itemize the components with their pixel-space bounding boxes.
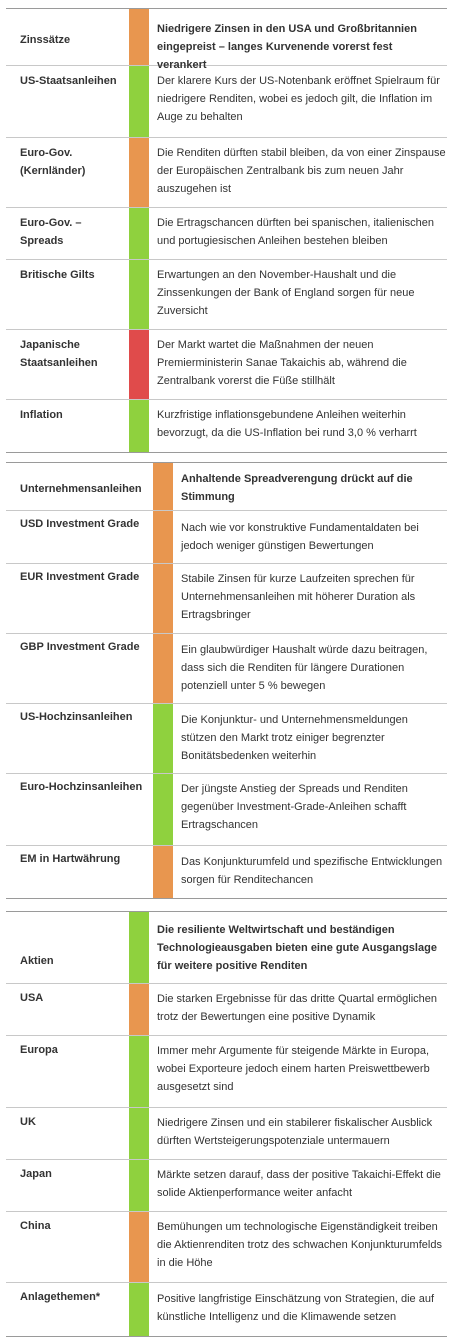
table-row xyxy=(6,1108,447,1160)
table-row xyxy=(6,634,447,704)
status-bar xyxy=(153,704,173,773)
row-description: Erwartungen an den November-Haushalt und die Zinssenkungen der Bank of England sorgen für neue Zuversicht xyxy=(157,269,415,317)
row-description: Die Renditen dürften stabil bleiben, da von einer Zinspause der Europäischen Zentralbank bis zum neuen Jahr auszugehen ist xyxy=(157,147,446,195)
table-row xyxy=(6,1160,447,1212)
row-label: GBP Investment Grade xyxy=(20,641,140,653)
table-row xyxy=(6,1283,447,1337)
row-label: Inflation xyxy=(20,409,63,421)
row-description: Der Markt wartet die Maßnahmen der neuen Premierministerin Sanae Takaichis ab, während die Zentralbank vorerst die Füße stillhält xyxy=(157,339,407,387)
status-bar xyxy=(129,912,149,983)
row-label: EUR Investment Grade xyxy=(20,571,140,583)
status-bar xyxy=(153,463,173,510)
row-description: Kurzfristige inflationsgebundene Anleihen weiterhin bevorzugt, da die US-Inflation bei rund 3,0 % verharrt xyxy=(157,409,417,439)
table-row xyxy=(6,463,447,511)
status-bar xyxy=(129,208,149,259)
row-description: Stabile Zinsen für kurze Laufzeiten sprechen für Unternehmensanleihen mit höherer Duration als Ertragsbringer xyxy=(181,573,416,621)
status-bar xyxy=(129,138,149,207)
status-bar xyxy=(153,846,173,898)
row-description: Der jüngste Anstieg der Spreads und Renditen gegenüber Investment-Grade-Anleihen schafft Ertragschancen xyxy=(181,783,408,831)
row-description: Märkte setzen darauf, dass der positive Takaichi-Effekt die solide Aktienperformance weiter anfacht xyxy=(157,1169,441,1199)
row-label: Euro-Gov. – Spreads xyxy=(20,217,82,247)
row-description: Nach wie vor konstruktive Fundamentaldaten bei jedoch weniger günstigen Bewertungen xyxy=(181,522,419,552)
status-bar xyxy=(129,1036,149,1107)
row-label: USD Investment Grade xyxy=(20,518,140,530)
row-description: Die starken Ergebnisse für das dritte Quartal ermöglichen trotz der Bewertungen eine positive Dynamik xyxy=(157,993,438,1023)
table-row xyxy=(6,984,447,1036)
status-bar xyxy=(153,774,173,845)
row-description: Niedrigere Zinsen in den USA und Großbritannien eingepreist – langes Kurvenende vorerst fest verankert xyxy=(157,23,417,71)
table-row xyxy=(6,138,447,208)
row-label: Europa xyxy=(20,1044,58,1056)
table-row xyxy=(6,208,447,260)
table-row xyxy=(6,564,447,634)
table-row xyxy=(6,260,447,330)
status-bar xyxy=(129,1283,149,1336)
table-row xyxy=(6,774,447,846)
status-bar xyxy=(129,9,149,65)
table-row xyxy=(6,511,447,564)
status-bar xyxy=(153,564,173,633)
row-label: Japanische Staatsanleihen xyxy=(20,339,98,369)
row-label: Euro-Hochzinsanleihen xyxy=(20,781,143,793)
rates-section xyxy=(6,8,447,453)
row-label: US-Hochzinsanleihen xyxy=(20,711,133,723)
row-description: Ein glaubwürdiger Haushalt würde dazu beitragen, dass sich die Renditen für längere Durationen potenziell unter 5 % bewegen xyxy=(181,644,428,692)
row-description: Die Ertragschancen dürften bei spanischen, italienischen und portugiesischen Anleihen bestehen bleiben xyxy=(157,217,434,247)
equities-section xyxy=(6,911,447,1337)
table-row xyxy=(6,9,447,71)
row-description: Der klarere Kurs der US-Notenbank eröffnet Spielraum für niedrigere Renditen, wobei es jedoch gilt, die Inflation im Auge zu behalten xyxy=(157,75,440,123)
row-description: Positive langfristige Einschätzung von Strategien, die auf künstliche Intelligenz und die Klimawende setzen xyxy=(157,1293,434,1323)
row-label: Anlagethemen* xyxy=(20,1291,101,1303)
row-label: Britische Gilts xyxy=(20,269,95,281)
status-bar xyxy=(129,66,149,137)
row-description: Immer mehr Argumente für steigende Märkte in Europa, wobei Exporteure jedoch einem harten Preiswettbewerb ausgesetzt sind xyxy=(157,1045,430,1093)
status-bar xyxy=(153,634,173,703)
status-bar xyxy=(129,1160,149,1211)
row-description: Die resiliente Weltwirtschaft und beständigen Technologieausgaben bieten eine gute Ausgangslage für weitere positive Renditen xyxy=(157,924,437,972)
status-bar xyxy=(129,330,149,399)
table-row xyxy=(6,704,447,774)
row-description: Das Konjunkturumfeld und spezifische Entwicklungen sorgen für Renditechancen xyxy=(181,856,443,886)
table-row xyxy=(6,330,447,400)
row-label: China xyxy=(20,1220,51,1232)
row-label: UK xyxy=(20,1116,36,1128)
row-label: USA xyxy=(20,992,44,1004)
row-label: EM in Hartwährung xyxy=(20,853,121,865)
row-description: Die Konjunktur- und Unternehmensmeldungen stützen den Markt trotz einiger begrenzter Bonitätsbedenken weiterhin xyxy=(181,714,408,762)
corporate-bonds-section xyxy=(6,462,447,899)
row-label: US-Staatsanleihen xyxy=(20,75,117,87)
row-label: Unternehmensanleihen xyxy=(20,483,142,495)
row-description: Bemühungen um technologische Eigenständigkeit treiben die Aktienrenditen trotz des schwachen Konjunkturumfelds in die Höhe xyxy=(157,1221,442,1269)
status-bar xyxy=(153,511,173,563)
table-row xyxy=(6,1036,447,1108)
status-bar xyxy=(129,260,149,329)
status-bar xyxy=(129,1108,149,1159)
row-label: Euro-Gov. (Kernländer) xyxy=(20,147,86,177)
table-row xyxy=(6,66,447,138)
status-bar xyxy=(129,984,149,1035)
table-row xyxy=(6,912,447,984)
row-description: Niedrigere Zinsen und ein stabilerer fiskalischer Ausblick dürften Wertsteigerungspotenziale untermauern xyxy=(157,1117,433,1147)
row-label: Zinssätze xyxy=(20,34,71,46)
table-row xyxy=(6,1212,447,1283)
row-label: Japan xyxy=(20,1168,52,1180)
table-row xyxy=(6,400,447,453)
table-row xyxy=(6,846,447,899)
row-label: Aktien xyxy=(20,955,54,967)
status-bar xyxy=(129,1212,149,1282)
status-bar xyxy=(129,400,149,452)
row-description: Anhaltende Spreadverengung drückt auf die Stimmung xyxy=(181,473,413,503)
